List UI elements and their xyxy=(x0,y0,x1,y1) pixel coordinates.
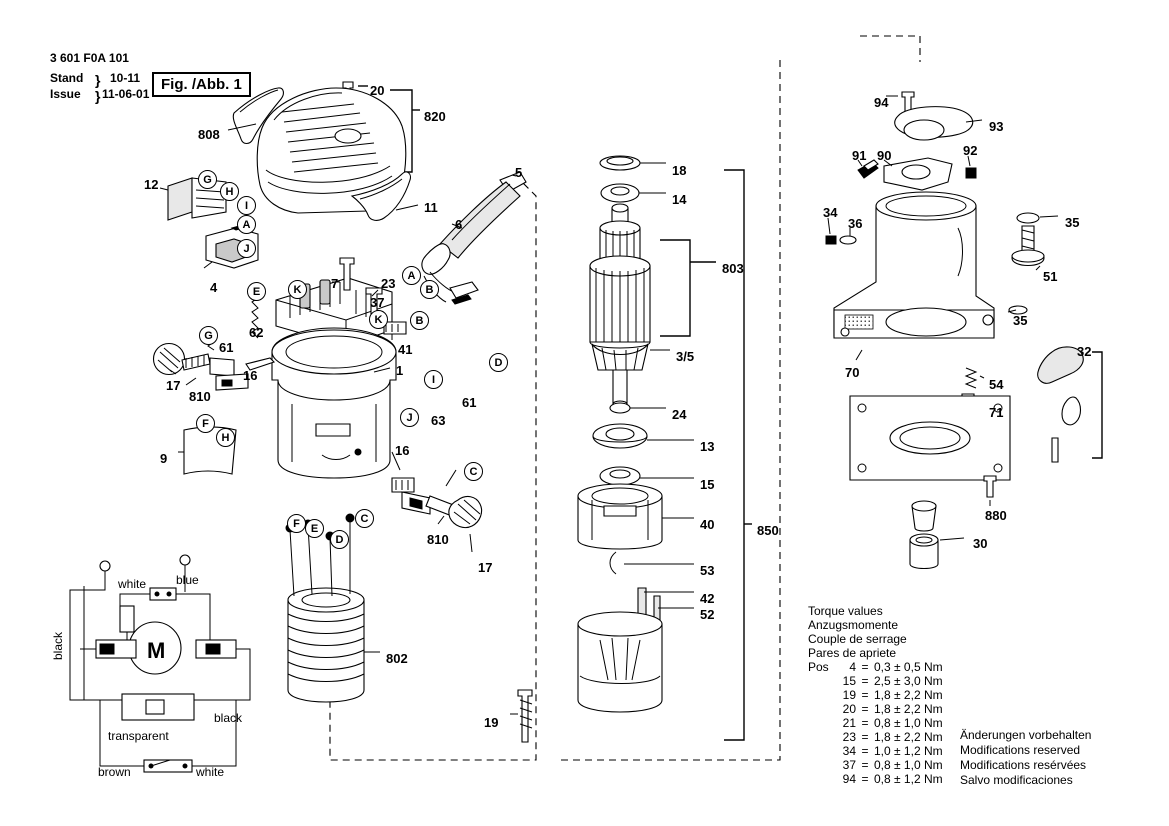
callout-42: 42 xyxy=(700,591,715,606)
balloon-e: E xyxy=(247,282,266,301)
torque-title-1: Anzugsmomente xyxy=(808,618,899,632)
torque-equals: = xyxy=(861,716,869,730)
torque-pos: 21 xyxy=(842,716,856,730)
callout-17: 17 xyxy=(166,378,181,393)
balloon-h: H xyxy=(216,428,235,447)
balloon-c: C xyxy=(464,462,483,481)
torque-pos: 4 xyxy=(849,660,856,674)
torque-value: 1,8 ± 2,2 Nm xyxy=(874,730,943,744)
motor-symbol-label: M xyxy=(147,638,166,663)
callout-92: 92 xyxy=(963,143,978,158)
stand-value: 10-11 xyxy=(110,71,141,85)
balloon-j: J xyxy=(237,239,256,258)
callout-4: 4 xyxy=(210,280,218,295)
callout-35: 35 xyxy=(1013,313,1028,328)
balloon-i: I xyxy=(424,370,443,389)
callout-850: 850 xyxy=(757,523,779,538)
callout-53: 53 xyxy=(700,563,715,578)
wire-label-black-right: black xyxy=(214,711,243,725)
torque-pos-heading xyxy=(808,688,834,702)
callout-24: 24 xyxy=(672,407,687,422)
callout-18: 18 xyxy=(672,163,687,178)
issue-value: 11-06-01 xyxy=(102,87,150,101)
balloon-a: A xyxy=(402,266,421,285)
callout-63: 63 xyxy=(431,413,446,428)
callout-880: 880 xyxy=(985,508,1007,523)
wire-label-blue: blue xyxy=(176,573,199,587)
torque-value: 0,3 ± 0,5 Nm xyxy=(874,660,943,674)
torque-values-table xyxy=(808,604,943,786)
callout-802: 802 xyxy=(386,651,408,666)
callout-6: 6 xyxy=(455,217,463,232)
callout-40: 40 xyxy=(700,517,715,532)
callout-15: 15 xyxy=(700,477,715,492)
armature-column-803 xyxy=(590,156,716,407)
callout-71: 71 xyxy=(989,405,1004,420)
torque-value: 1,0 ± 1,2 Nm xyxy=(874,744,943,758)
callout-91: 91 xyxy=(852,148,867,163)
torque-pos: 37 xyxy=(842,758,856,772)
balloon-e: E xyxy=(305,519,324,538)
cover-group-820 xyxy=(228,82,420,220)
torque-pos: 23 xyxy=(842,730,856,744)
torque-row xyxy=(808,716,943,730)
wire-label-white-top: white xyxy=(118,577,147,591)
torque-equals: = xyxy=(861,744,869,758)
wire-label-white-bottom: white xyxy=(196,765,225,779)
callout-810: 810 xyxy=(427,532,449,547)
callout-93: 93 xyxy=(989,119,1004,134)
balloon-k: K xyxy=(369,310,388,329)
torque-row xyxy=(808,730,943,744)
torque-pos-heading xyxy=(808,744,834,758)
callout-32: 32 xyxy=(1077,344,1092,359)
balloon-c: C xyxy=(355,509,374,528)
callout-30: 30 xyxy=(973,536,988,551)
base-assembly-right xyxy=(826,92,1102,569)
callout-51: 51 xyxy=(1043,269,1058,284)
balloon-d: D xyxy=(489,353,508,372)
figure-label: Fig. /Abb. 1 xyxy=(152,72,251,97)
callout-12: 12 xyxy=(144,177,159,192)
balloon-h: H xyxy=(220,182,239,201)
torque-value: 0,8 ± 1,2 Nm xyxy=(874,772,943,786)
callout-37: 37 xyxy=(370,295,385,310)
callout-803: 803 xyxy=(722,261,744,276)
torque-pos-heading xyxy=(808,730,834,744)
callout-94: 94 xyxy=(874,95,889,110)
torque-pos-heading xyxy=(808,674,834,688)
balloon-b: B xyxy=(410,311,429,330)
callout-16: 16 xyxy=(395,443,410,458)
callout-14: 14 xyxy=(672,192,687,207)
torque-value: 0,8 ± 1,0 Nm xyxy=(874,758,943,772)
balloon-g: G xyxy=(198,170,217,189)
callout-34: 34 xyxy=(823,205,838,220)
callout-16: 16 xyxy=(243,368,258,383)
callout-11: 11 xyxy=(424,200,438,215)
torque-row xyxy=(808,660,943,674)
wire-label-transparent: transparent xyxy=(108,729,169,743)
wire-label-black-left: black xyxy=(51,631,65,660)
torque-row xyxy=(808,674,943,688)
torque-equals: = xyxy=(861,730,869,744)
balloon-j: J xyxy=(400,408,419,427)
legal-footer xyxy=(960,728,1091,788)
footer-line-0: Änderungen vorbehalten xyxy=(960,728,1092,742)
callout-17: 17 xyxy=(478,560,493,575)
balloon-g: G xyxy=(199,326,218,345)
header-brace-2: } xyxy=(95,88,101,104)
callout-36: 36 xyxy=(848,216,863,231)
callout-808: 808 xyxy=(198,127,220,142)
stand-label: Stand xyxy=(50,71,84,85)
torque-pos: 15 xyxy=(842,674,856,688)
callout-13: 13 xyxy=(700,439,715,454)
torque-row xyxy=(808,744,943,758)
balloon-b: B xyxy=(420,280,439,299)
torque-pos: 20 xyxy=(842,702,856,716)
callout-810: 810 xyxy=(189,389,211,404)
balloon-f: F xyxy=(287,514,306,533)
callout-52: 52 xyxy=(700,607,715,622)
callout-35: 35 xyxy=(1065,215,1080,230)
footer-line-2: Modifications resérvées xyxy=(960,758,1087,772)
torque-title-2: Couple de serrage xyxy=(808,632,907,646)
issue-label: Issue xyxy=(50,87,81,101)
torque-pos: 34 xyxy=(842,744,856,758)
torque-row xyxy=(808,758,943,772)
callout-23: 23 xyxy=(381,276,396,291)
callout-41: 41 xyxy=(398,342,413,357)
callout-820: 820 xyxy=(424,109,446,124)
torque-pos-heading xyxy=(808,702,834,716)
torque-equals: = xyxy=(861,772,869,786)
torque-value: 0,8 ± 1,0 Nm xyxy=(874,716,943,730)
torque-equals: = xyxy=(861,688,869,702)
torque-pos-heading: Pos xyxy=(808,660,829,674)
wire-label-brown: brown xyxy=(98,765,131,779)
torque-equals: = xyxy=(861,702,869,716)
callout-9: 9 xyxy=(160,451,168,466)
balloon-f: F xyxy=(196,414,215,433)
footer-line-3: Salvo modificaciones xyxy=(960,773,1073,787)
callout-70: 70 xyxy=(845,365,860,380)
torque-equals: = xyxy=(861,660,869,674)
balloon-d: D xyxy=(330,530,349,549)
torque-row xyxy=(808,702,943,716)
torque-equals: = xyxy=(861,674,869,688)
torque-pos-heading xyxy=(808,716,834,730)
torque-row xyxy=(808,688,943,702)
balloon-k: K xyxy=(288,280,307,299)
callout-62: 62 xyxy=(249,325,264,340)
callout-7: 7 xyxy=(331,276,339,291)
balloon-a: A xyxy=(237,215,256,234)
torque-equals: = xyxy=(861,758,869,772)
part-number: 3 601 F0A 101 xyxy=(50,51,129,65)
torque-pos-heading xyxy=(808,758,834,772)
torque-title-3: Pares de apriete xyxy=(808,646,897,660)
torque-row xyxy=(808,772,943,786)
callout-5: 5 xyxy=(515,165,523,180)
torque-value: 2,5 ± 3,0 Nm xyxy=(874,674,943,688)
torque-value: 1,8 ± 2,2 Nm xyxy=(874,688,943,702)
callout-20: 20 xyxy=(370,83,385,98)
callout-61: 61 xyxy=(219,340,234,355)
torque-pos: 94 xyxy=(842,772,856,786)
balloon-i: I xyxy=(237,196,256,215)
callout-54: 54 xyxy=(989,377,1004,392)
torque-title-0: Torque values xyxy=(808,604,883,618)
torque-value: 1,8 ± 2,2 Nm xyxy=(874,702,943,716)
callout-19: 19 xyxy=(484,715,499,730)
callout-61: 61 xyxy=(462,395,477,410)
torque-pos: 19 xyxy=(842,688,856,702)
callout-90: 90 xyxy=(877,148,892,163)
footer-line-1: Modifications reserved xyxy=(960,743,1081,757)
header-brace-1: } xyxy=(95,72,101,88)
callout-3-5: 3/5 xyxy=(676,349,695,364)
callout-1: 1 xyxy=(396,363,404,378)
torque-pos-heading xyxy=(808,772,834,786)
